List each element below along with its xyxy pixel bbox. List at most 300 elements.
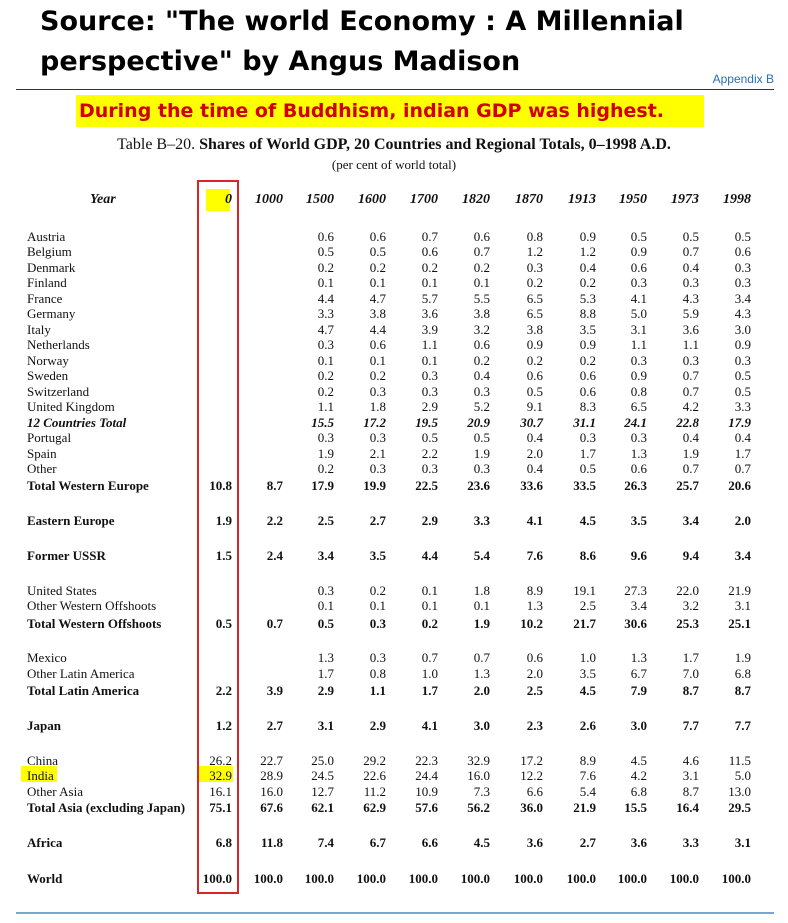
year-column-label: Year	[90, 192, 116, 207]
table-cell: 2.2	[421, 446, 438, 461]
table-cell: 100.0	[304, 871, 334, 886]
table-cell: 6.6	[526, 784, 543, 799]
table-cell: 1.5	[215, 548, 232, 563]
table-cell: 3.8	[369, 306, 386, 321]
table-cell: 0.4	[734, 430, 751, 445]
table-cell: 0.8	[526, 229, 543, 244]
row-label: Norway	[27, 353, 69, 368]
table-cell: 33.5	[573, 478, 596, 493]
table-cell: 0.6	[630, 461, 647, 476]
table-cell: 2.5	[317, 513, 334, 528]
table-cell: 0.7	[473, 244, 490, 259]
table-cell: 6.8	[630, 784, 647, 799]
table-cell: 33.6	[520, 478, 543, 493]
table-cell: 4.6	[682, 753, 699, 768]
table-cell: 23.6	[467, 478, 490, 493]
table-cell: 4.7	[369, 291, 386, 306]
table-cell: 6.7	[630, 666, 647, 681]
year-header: 1998	[723, 192, 751, 207]
table-cell: 12.2	[520, 768, 543, 783]
table-cell: 2.9	[317, 683, 334, 698]
table-cell: 0.7	[682, 384, 699, 399]
table-cell: 0.3	[369, 430, 386, 445]
table-cell: 0.2	[317, 461, 334, 476]
table-cell: 5.7	[421, 291, 438, 306]
table-cell: 4.7	[317, 322, 334, 337]
table-cell: 0.3	[369, 384, 386, 399]
table-cell: 1.7	[682, 650, 699, 665]
table-cell: 8.7	[682, 784, 699, 799]
table-cell: 2.2	[266, 513, 283, 528]
year-header: 1700	[410, 192, 438, 207]
table-cell: 0.3	[317, 583, 334, 598]
table-cell: 0.2	[579, 275, 596, 290]
table-cell: 2.4	[266, 548, 283, 563]
table-cell: 5.3	[579, 291, 596, 306]
row-label: Total Latin America	[27, 683, 140, 698]
table-cell: 3.2	[473, 322, 490, 337]
table-cell: 0.6	[317, 229, 334, 244]
table-cell: 7.7	[734, 718, 751, 733]
row-label: Switzerland	[27, 384, 90, 399]
table-cell: 0.2	[317, 260, 334, 275]
table-cell: 0.9	[526, 337, 543, 352]
table-cell: 0.6	[579, 368, 596, 383]
row-label: Total Western Europe	[27, 478, 149, 493]
row-label: Japan	[27, 718, 61, 733]
table-cell: 11.8	[260, 835, 283, 850]
table-cell: 0.3	[526, 260, 543, 275]
table-cell: 2.0	[473, 683, 490, 698]
table-cell: 0.7	[734, 461, 751, 476]
table-cell: 0.3	[421, 368, 438, 383]
table-cell: 0.3	[682, 275, 699, 290]
table-cell: 0.2	[369, 583, 386, 598]
table-cell: 0.6	[734, 244, 751, 259]
table-cell: 0.5	[630, 229, 647, 244]
table-cell: 1.3	[473, 666, 490, 681]
row-label: Former USSR	[27, 548, 106, 563]
table-cell: 2.9	[421, 399, 438, 414]
table-cell: 0.4	[682, 430, 699, 445]
table-cell: 1.7	[579, 446, 596, 461]
table-cell: 8.9	[579, 753, 596, 768]
table-cell: 0.2	[421, 616, 438, 631]
table-cell: 5.0	[734, 768, 751, 783]
table-cell: 4.4	[369, 322, 386, 337]
table-cell: 1.7	[421, 683, 438, 698]
table-cell: 22.7	[260, 753, 283, 768]
table-cell: 0.8	[369, 666, 386, 681]
year-header: 1600	[358, 192, 386, 207]
table-cell: 1.9	[215, 513, 232, 528]
table-cell: 6.5	[526, 306, 543, 321]
table-cell: 5.9	[682, 306, 699, 321]
table-cell: 0.3	[682, 353, 699, 368]
table-cell: 2.3	[526, 718, 543, 733]
table-cell: 3.5	[579, 322, 596, 337]
year-header: 1973	[671, 192, 699, 207]
table-cell: 0.8	[630, 384, 647, 399]
table-cell: 3.1	[630, 322, 647, 337]
row-label: Sweden	[27, 368, 69, 383]
table-cell: 22.5	[415, 478, 438, 493]
table-cell: 0.5	[734, 229, 751, 244]
table-cell: 8.7	[682, 683, 699, 698]
table-cell: 15.5	[624, 800, 647, 815]
row-label: Other Latin America	[27, 666, 135, 681]
table-cell: 100.0	[721, 871, 751, 886]
table-cell: 0.4	[682, 260, 699, 275]
table-cell: 1.8	[473, 583, 490, 598]
table-cell: 0.6	[473, 229, 490, 244]
table-cell: 36.0	[520, 800, 543, 815]
table-cell: 0.7	[421, 650, 438, 665]
table-subcaption: (per cent of world total)	[331, 157, 457, 172]
table-cell: 20.9	[467, 415, 490, 430]
table-cell: 30.6	[624, 616, 647, 631]
table-cell: 3.0	[630, 718, 647, 733]
table-cell: 25.0	[311, 753, 334, 768]
table-cell: 0.3	[317, 430, 334, 445]
table-cell: 0.5	[473, 430, 490, 445]
table-cell: 0.1	[317, 598, 334, 613]
table-cell: 0.3	[369, 650, 386, 665]
table-cell: 0.1	[369, 598, 386, 613]
year-header: 1913	[568, 192, 596, 207]
row-label: China	[27, 753, 59, 768]
table-cell: 3.9	[421, 322, 438, 337]
table-cell: 6.5	[630, 399, 647, 414]
table-cell: 1.1	[369, 683, 386, 698]
table-cell: 1.3	[317, 650, 334, 665]
table-cell: 4.5	[630, 753, 647, 768]
table-cell: 0.6	[630, 260, 647, 275]
table-cell: 26.2	[209, 753, 232, 768]
table-cell: 7.6	[579, 768, 596, 783]
table-cell: 1.0	[579, 650, 596, 665]
table-cell: 0.7	[682, 244, 699, 259]
row-label: Finland	[27, 275, 67, 290]
table-cell: 0.5	[317, 616, 334, 631]
row-label: World	[27, 871, 63, 886]
table-cell: 17.2	[520, 753, 543, 768]
table-cell: 29.5	[728, 800, 751, 815]
row-label: Netherlands	[27, 337, 90, 352]
table-cell: 24.1	[624, 415, 647, 430]
table-cell: 0.3	[421, 384, 438, 399]
table-cell: 2.1	[369, 446, 386, 461]
table-cell: 22.0	[676, 583, 699, 598]
table-cell: 8.7	[266, 478, 283, 493]
table-cell: 100.0	[669, 871, 699, 886]
table-cell: 3.5	[579, 666, 596, 681]
table-cell: 0.1	[421, 353, 438, 368]
table-cell: 11.2	[363, 784, 386, 799]
table-cell: 3.3	[734, 399, 751, 414]
table-cell: 21.9	[573, 800, 596, 815]
table-cell: 4.5	[473, 835, 490, 850]
table-cell: 0.9	[734, 337, 751, 352]
table-cell: 0.2	[369, 260, 386, 275]
table-cell: 0.5	[682, 229, 699, 244]
table-cell: 25.1	[728, 616, 751, 631]
table-cell: 0.2	[526, 275, 543, 290]
table-cell: 56.2	[467, 800, 490, 815]
table-cell: 4.3	[734, 306, 751, 321]
table-cell: 25.3	[676, 616, 699, 631]
table-cell: 19.1	[573, 583, 596, 598]
table-cell: 1.9	[317, 446, 334, 461]
table-cell: 0.3	[473, 384, 490, 399]
table-cell: 3.1	[734, 835, 751, 850]
table-cell: 3.4	[630, 598, 647, 613]
table-cell: 22.6	[363, 768, 386, 783]
table-cell: 3.8	[526, 322, 543, 337]
table-cell: 0.9	[579, 337, 596, 352]
table-cell: 1.2	[579, 244, 596, 259]
table-cell: 4.1	[526, 513, 543, 528]
row-label: Other	[27, 461, 57, 476]
year-header: 1500	[306, 192, 334, 207]
table-cell: 62.9	[363, 800, 386, 815]
table-cell: 17.9	[728, 415, 751, 430]
source-title: Source: "The world Economy : A Millennial perspective" by Angus Madison	[40, 6, 684, 77]
table-cell: 0.6	[421, 244, 438, 259]
table-cell: 21.7	[573, 616, 596, 631]
row-label: France	[27, 291, 63, 306]
table-cell: 0.3	[369, 461, 386, 476]
table-cell: 25.7	[676, 478, 699, 493]
table-cell: 3.4	[734, 548, 751, 563]
row-label: Denmark	[27, 260, 76, 275]
table-cell: 4.4	[317, 291, 334, 306]
table-cell: 3.6	[630, 835, 647, 850]
table-cell: 3.1	[317, 718, 334, 733]
table-cell: 3.4	[682, 513, 699, 528]
table-cell: 57.6	[415, 800, 438, 815]
table-cell: 8.6	[579, 548, 596, 563]
table-cell: 4.4	[421, 548, 438, 563]
table-cell: 8.8	[579, 306, 596, 321]
table-cell: 22.3	[415, 753, 438, 768]
row-label: Total Western Offshoots	[27, 616, 162, 631]
year-header: 1820	[462, 192, 490, 207]
table-cell: 0.1	[317, 275, 334, 290]
table-cell: 2.5	[579, 598, 596, 613]
table-cell: 1.1	[682, 337, 699, 352]
table-cell: 100.0	[408, 871, 438, 886]
table-cell: 0.2	[579, 353, 596, 368]
table-cell: 3.5	[369, 548, 386, 563]
table-cell: 9.6	[630, 548, 647, 563]
table-cell: 2.0	[734, 513, 751, 528]
row-label: Other Asia	[27, 784, 83, 799]
table-cell: 7.0	[682, 666, 699, 681]
table-cell: 20.6	[728, 478, 751, 493]
table-cell: 100.0	[566, 871, 596, 886]
table-cell: 0.7	[421, 229, 438, 244]
table-cell: 17.2	[363, 415, 386, 430]
table-cell: 9.1	[526, 399, 543, 414]
table-cell: 10.8	[209, 478, 232, 493]
table-cell: 75.1	[209, 800, 232, 815]
year-header: 1950	[619, 192, 647, 207]
table-cell: 3.3	[682, 835, 699, 850]
table-cell: 2.9	[421, 513, 438, 528]
table-cell: 0.9	[630, 244, 647, 259]
table-cell: 0.3	[473, 461, 490, 476]
table-cell: 1.9	[734, 650, 751, 665]
table-cell: 16.0	[467, 768, 490, 783]
table-cell: 67.6	[260, 800, 283, 815]
table-cell: 30.7	[520, 415, 543, 430]
appendix-label: Appendix B	[712, 72, 774, 86]
row-label: United States	[27, 583, 97, 598]
year-header: 0	[225, 192, 232, 207]
table-cell: 2.7	[266, 718, 283, 733]
table-cell: 1.2	[526, 244, 543, 259]
table-cell: 0.1	[369, 275, 386, 290]
table-cell: 0.6	[473, 337, 490, 352]
table-cell: 29.2	[363, 753, 386, 768]
table-cell: 5.2	[473, 399, 490, 414]
table-cell: 24.4	[415, 768, 438, 783]
table-cell: 1.9	[473, 446, 490, 461]
caption-title: Shares of World GDP, 20 Countries and Regional Totals, 0–1998 A.D.	[199, 136, 671, 153]
table-cell: 6.8	[215, 835, 232, 850]
table-cell: 6.6	[421, 835, 438, 850]
table-cell: 0.3	[630, 275, 647, 290]
table-cell: 3.2	[682, 598, 699, 613]
table-cell: 62.1	[311, 800, 334, 815]
table-cell: 1.7	[734, 446, 751, 461]
row-label: Other Western Offshoots	[27, 598, 157, 613]
table-cell: 16.0	[260, 784, 283, 799]
table-cell: 26.3	[624, 478, 647, 493]
table-cell: 0.5	[317, 244, 334, 259]
table-cell: 7.6	[526, 548, 543, 563]
table-cell: 3.8	[473, 306, 490, 321]
table-cell: 2.7	[369, 513, 386, 528]
table-cell: 0.5	[526, 384, 543, 399]
table-cell: 3.6	[682, 322, 699, 337]
table-cell: 1.1	[317, 399, 334, 414]
table-cell: 2.5	[526, 683, 543, 698]
table-cell: 0.5	[369, 244, 386, 259]
table-cell: 4.2	[682, 399, 699, 414]
table-cell: 19.5	[415, 415, 438, 430]
table-cell: 3.4	[317, 548, 334, 563]
table-cell: 0.3	[421, 461, 438, 476]
table-cell: 2.0	[526, 666, 543, 681]
table-cell: 10.2	[520, 616, 543, 631]
table-cell: 100.0	[253, 871, 283, 886]
table-cell: 1.3	[526, 598, 543, 613]
table-cell: 0.5	[215, 616, 232, 631]
table-cell: 0.9	[579, 229, 596, 244]
table-cell: 16.1	[209, 784, 232, 799]
table-cell: 2.7	[579, 835, 596, 850]
table-cell: 15.5	[311, 415, 334, 430]
row-label: 12 Countries Total	[27, 415, 127, 430]
row-label: United Kingdom	[27, 399, 115, 414]
table-cell: 1.1	[421, 337, 438, 352]
table-cell: 5.4	[473, 548, 490, 563]
table-cell: 0.6	[579, 384, 596, 399]
table-cell: 0.2	[369, 368, 386, 383]
table-cell: 0.2	[473, 260, 490, 275]
table-cell: 100.0	[617, 871, 647, 886]
table-cell: 6.8	[734, 666, 751, 681]
table-cell: 31.1	[573, 415, 596, 430]
row-label: Italy	[27, 322, 51, 337]
table-cell: 32.9	[209, 768, 232, 783]
table-cell: 0.1	[421, 583, 438, 598]
table-cell: 3.1	[734, 598, 751, 613]
table-cell: 0.4	[473, 368, 490, 383]
table-cell: 4.3	[682, 291, 699, 306]
table-caption	[0, 136, 788, 154]
table-cell: 0.6	[526, 368, 543, 383]
table-cell: 0.9	[630, 368, 647, 383]
table-cell: 0.7	[682, 461, 699, 476]
table-cell: 1.2	[215, 718, 232, 733]
row-label: Mexico	[27, 650, 67, 665]
table-cell: 100.0	[513, 871, 543, 886]
table-cell: 10.9	[415, 784, 438, 799]
table-cell: 1.9	[682, 446, 699, 461]
row-label: Eastern Europe	[27, 513, 115, 528]
table-cell: 6.7	[369, 835, 386, 850]
row-label: Germany	[27, 306, 76, 321]
table-cell: 8.7	[734, 683, 751, 698]
table-cell: 7.9	[630, 683, 647, 698]
year-0-column-box	[197, 180, 239, 894]
table-cell: 0.2	[421, 260, 438, 275]
bottom-rule	[16, 912, 774, 914]
table-cell: 0.1	[473, 598, 490, 613]
table-cell: 3.6	[526, 835, 543, 850]
table-cell: 21.9	[728, 583, 751, 598]
table-cell: 0.1	[369, 353, 386, 368]
table-cell: 3.5	[630, 513, 647, 528]
table-cell: 4.1	[630, 291, 647, 306]
table-cell: 19.9	[363, 478, 386, 493]
row-label: Belgium	[27, 244, 72, 259]
table-cell: 1.3	[630, 650, 647, 665]
table-cell: 5.4	[579, 784, 596, 799]
row-label: Spain	[27, 446, 57, 461]
table-cell: 0.3	[630, 430, 647, 445]
table-cell: 11.5	[728, 753, 751, 768]
table-cell: 0.2	[526, 353, 543, 368]
table-cell: 4.5	[579, 683, 596, 698]
table-cell: 28.9	[260, 768, 283, 783]
table-cell: 2.6	[579, 718, 596, 733]
table-cell: 4.1	[421, 718, 438, 733]
table-cell: 0.5	[579, 461, 596, 476]
table-cell: 0.1	[421, 275, 438, 290]
table-cell: 0.5	[734, 368, 751, 383]
table-cell: 0.6	[526, 650, 543, 665]
table-cell: 3.3	[473, 513, 490, 528]
table-cell: 0.3	[734, 353, 751, 368]
highlight-text: During the time of Buddhism, indian GDP was highest.	[79, 100, 665, 122]
table-cell: 3.0	[473, 718, 490, 733]
table-cell: 1.7	[317, 666, 334, 681]
table-cell: 16.4	[676, 800, 699, 815]
